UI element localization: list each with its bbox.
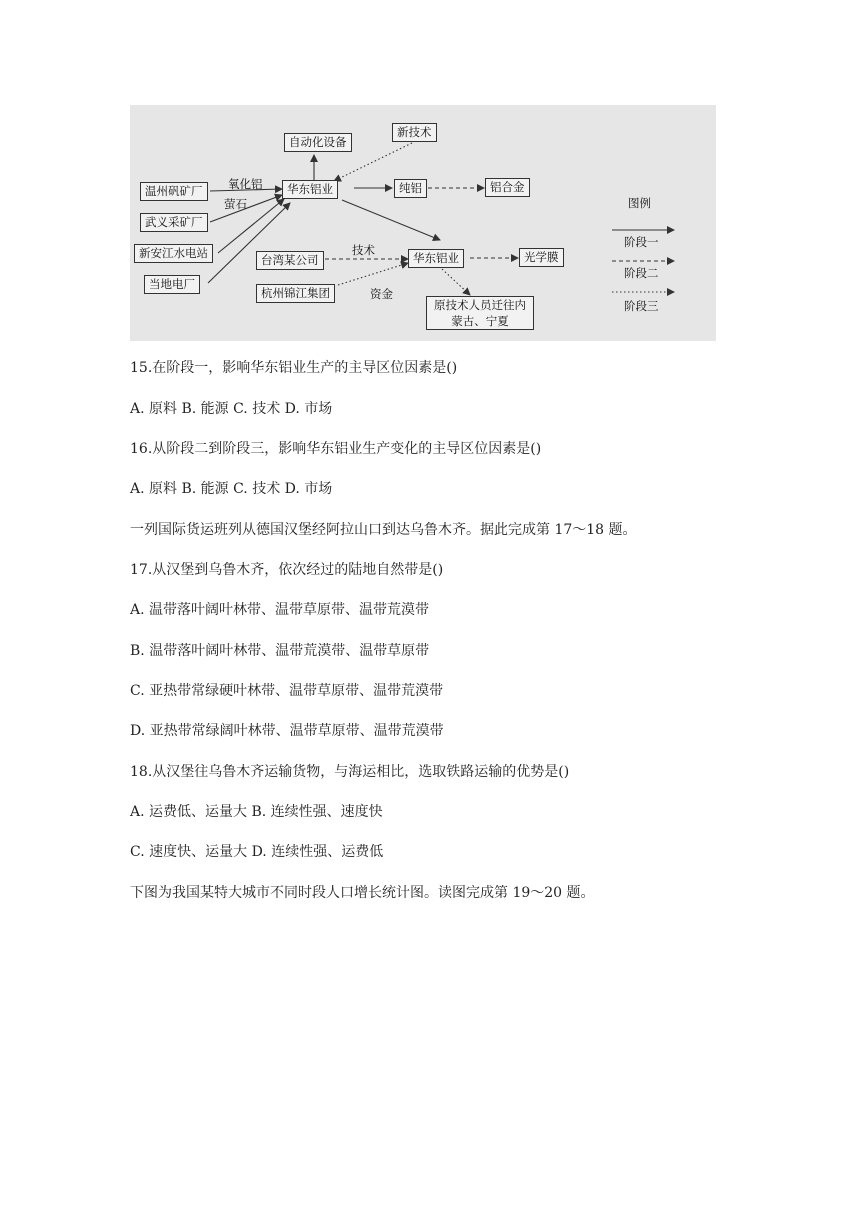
box-automation: 自动化设备 xyxy=(284,133,352,152)
legend-stage3: 阶段三 xyxy=(624,299,659,313)
box-aluminum-alloy: 铝合金 xyxy=(485,178,530,197)
question-15: 15.在阶段一，影响华东铝业生产的主导区位因素是() xyxy=(130,360,458,376)
question-17: 17.从汉堡到乌鲁木齐，依次经过的陆地自然带是() xyxy=(130,562,444,578)
box-migration: 原技术人员迁往内蒙古、宁夏 xyxy=(426,296,534,330)
question-16: 16.从阶段二到阶段三，影响华东铝业生产变化的主导区位因素是() xyxy=(130,441,542,457)
box-local-power: 当地电厂 xyxy=(144,275,200,294)
box-optical-film: 光学膜 xyxy=(519,248,564,267)
question-17-option-b: B. 温带落叶阔叶林带、温带荒漠带、温带草原带 xyxy=(130,643,430,659)
box-huadong-1: 华东铝业 xyxy=(282,180,338,199)
question-15-options: A. 原料 B. 能源 C. 技术 D. 市场 xyxy=(130,401,333,417)
arrow-hangzhou-huadong2 xyxy=(338,263,408,285)
label-capital: 资金 xyxy=(370,287,393,301)
arrow-localpower-huadong xyxy=(208,203,290,283)
flow-diagram xyxy=(130,105,716,341)
arrow-huadong-huadong2 xyxy=(342,200,440,240)
label-alumina: 氧化铝 xyxy=(228,177,263,191)
box-huadong-2: 华东铝业 xyxy=(408,249,464,268)
intro-19-20: 下图为我国某特大城市不同时段人口增长统计图。读图完成第 19～20 题。 xyxy=(130,885,595,901)
label-fluorite: 萤石 xyxy=(224,197,247,211)
question-17-option-a: A. 温带落叶阔叶林带、温带草原带、温带荒漠带 xyxy=(130,602,430,618)
box-wuyi: 武义采矿厂 xyxy=(140,213,208,232)
legend-stage2: 阶段二 xyxy=(624,266,659,280)
box-wenzhou: 温州矾矿厂 xyxy=(140,182,208,201)
question-16-options: A. 原料 B. 能源 C. 技术 D. 市场 xyxy=(130,481,333,497)
question-17-option-c: C. 亚热带常绿硬叶林带、温带草原带、温带荒漠带 xyxy=(130,683,444,699)
intro-17-18: 一列国际货运班列从德国汉堡经阿拉山口到达乌鲁木齐。据此完成第 17～18 题。 xyxy=(130,522,637,538)
question-17-option-d: D. 亚热带常绿阔叶林带、温带草原带、温带荒漠带 xyxy=(130,723,444,739)
box-pure-aluminum: 纯铝 xyxy=(394,179,427,198)
legend-stage1: 阶段一 xyxy=(624,235,659,249)
box-xinanjiang: 新安江水电站 xyxy=(134,244,213,263)
legend-title: 图例 xyxy=(628,196,651,210)
label-technology: 技术 xyxy=(352,243,375,257)
box-new-tech: 新技术 xyxy=(392,123,437,142)
question-18-options-cd: C. 速度快、运量大 D. 连续性强、运费低 xyxy=(130,844,384,860)
question-18-options-ab: A. 运费低、运量大 B. 连续性强、速度快 xyxy=(130,804,383,820)
question-18: 18.从汉堡往乌鲁木齐运输货物，与海运相比，选取铁路运输的优势是() xyxy=(130,764,570,780)
box-hangzhou-group: 杭州锦江集团 xyxy=(256,284,335,303)
box-taiwan-company: 台湾某公司 xyxy=(256,251,324,270)
arrow-huadong2-migration xyxy=(442,269,470,295)
